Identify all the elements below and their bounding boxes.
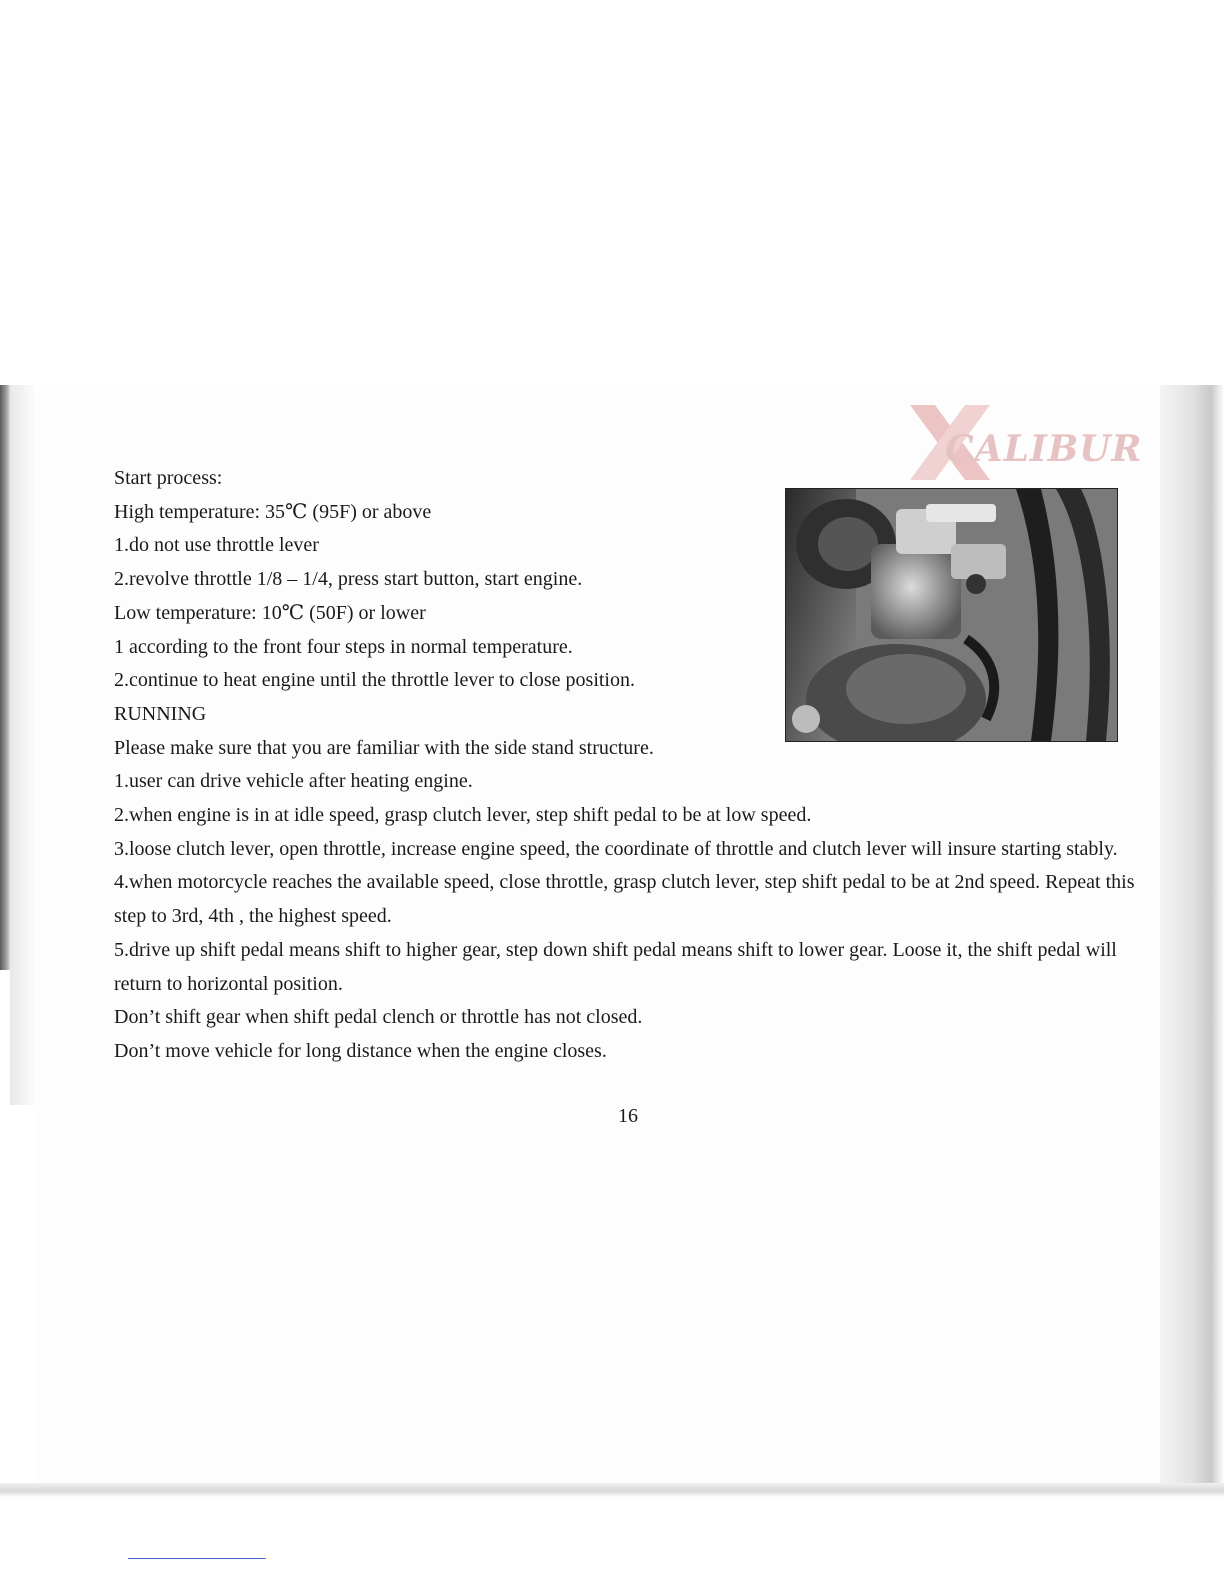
high-temp-step-1: 1.do not use throttle lever [114, 534, 319, 557]
running-step-2: 2.when engine is in at idle speed, grasp clutch lever, step shift pedal to be at low speed. [114, 804, 812, 827]
warning-move-vehicle: Don’t move vehicle for long distance when the engine closes. [114, 1039, 607, 1062]
logo-text: CALIBUR [945, 428, 1143, 470]
start-process-heading: Start process: [114, 467, 223, 489]
low-temp-step-1: 1 according to the front four steps in normal temperature. [114, 635, 573, 658]
high-temperature-line: High temperature: 35℃ (95F) or above [114, 500, 432, 523]
page-edge-left [10, 385, 38, 1105]
running-step-5: 5.drive up shift pedal means shift to higher gear, step down shift pedal means shift to lower gear. Loose it, the shift pedal will return to horizontal position. [114, 938, 1117, 995]
running-heading: RUNNING [114, 702, 207, 725]
footnote-rule [128, 1558, 266, 1559]
high-temp-step-2: 2.revolve throttle 1/8 – 1/4, press start button, start engine. [114, 568, 583, 591]
page-number: 16 [618, 1105, 638, 1127]
binding-shadow-left [0, 385, 10, 970]
engine-photo [785, 488, 1118, 742]
running-step-4: 4.when motorcycle reaches the available speed, close throttle, grasp clutch lever, step shift pedal to be at 2nd speed. Repeat this step to 3rd, 4th , the highest speed. [114, 871, 1135, 928]
warning-shift-gear: Don’t shift gear when shift pedal clench or throttle has not closed. [114, 1006, 643, 1029]
low-temp-step-2: 2.continue to heat engine until the throttle lever to close position. [114, 669, 635, 692]
engine-carburetor-photo-icon [786, 489, 1117, 741]
page-curl-right [1160, 385, 1224, 1490]
page-edge-bottom [0, 1483, 1224, 1497]
running-step-3: 3.loose clutch lever, open throttle, increase engine speed, the coordinate of throttle and clutch lever will insure starting stably. [114, 837, 1118, 860]
side-stand-note: Please make sure that you are familiar with the side stand structure. [114, 736, 654, 759]
low-temperature-line: Low temperature: 10℃ (50F) or lower [114, 601, 426, 624]
running-step-1: 1.user can drive vehicle after heating engine. [114, 770, 473, 793]
